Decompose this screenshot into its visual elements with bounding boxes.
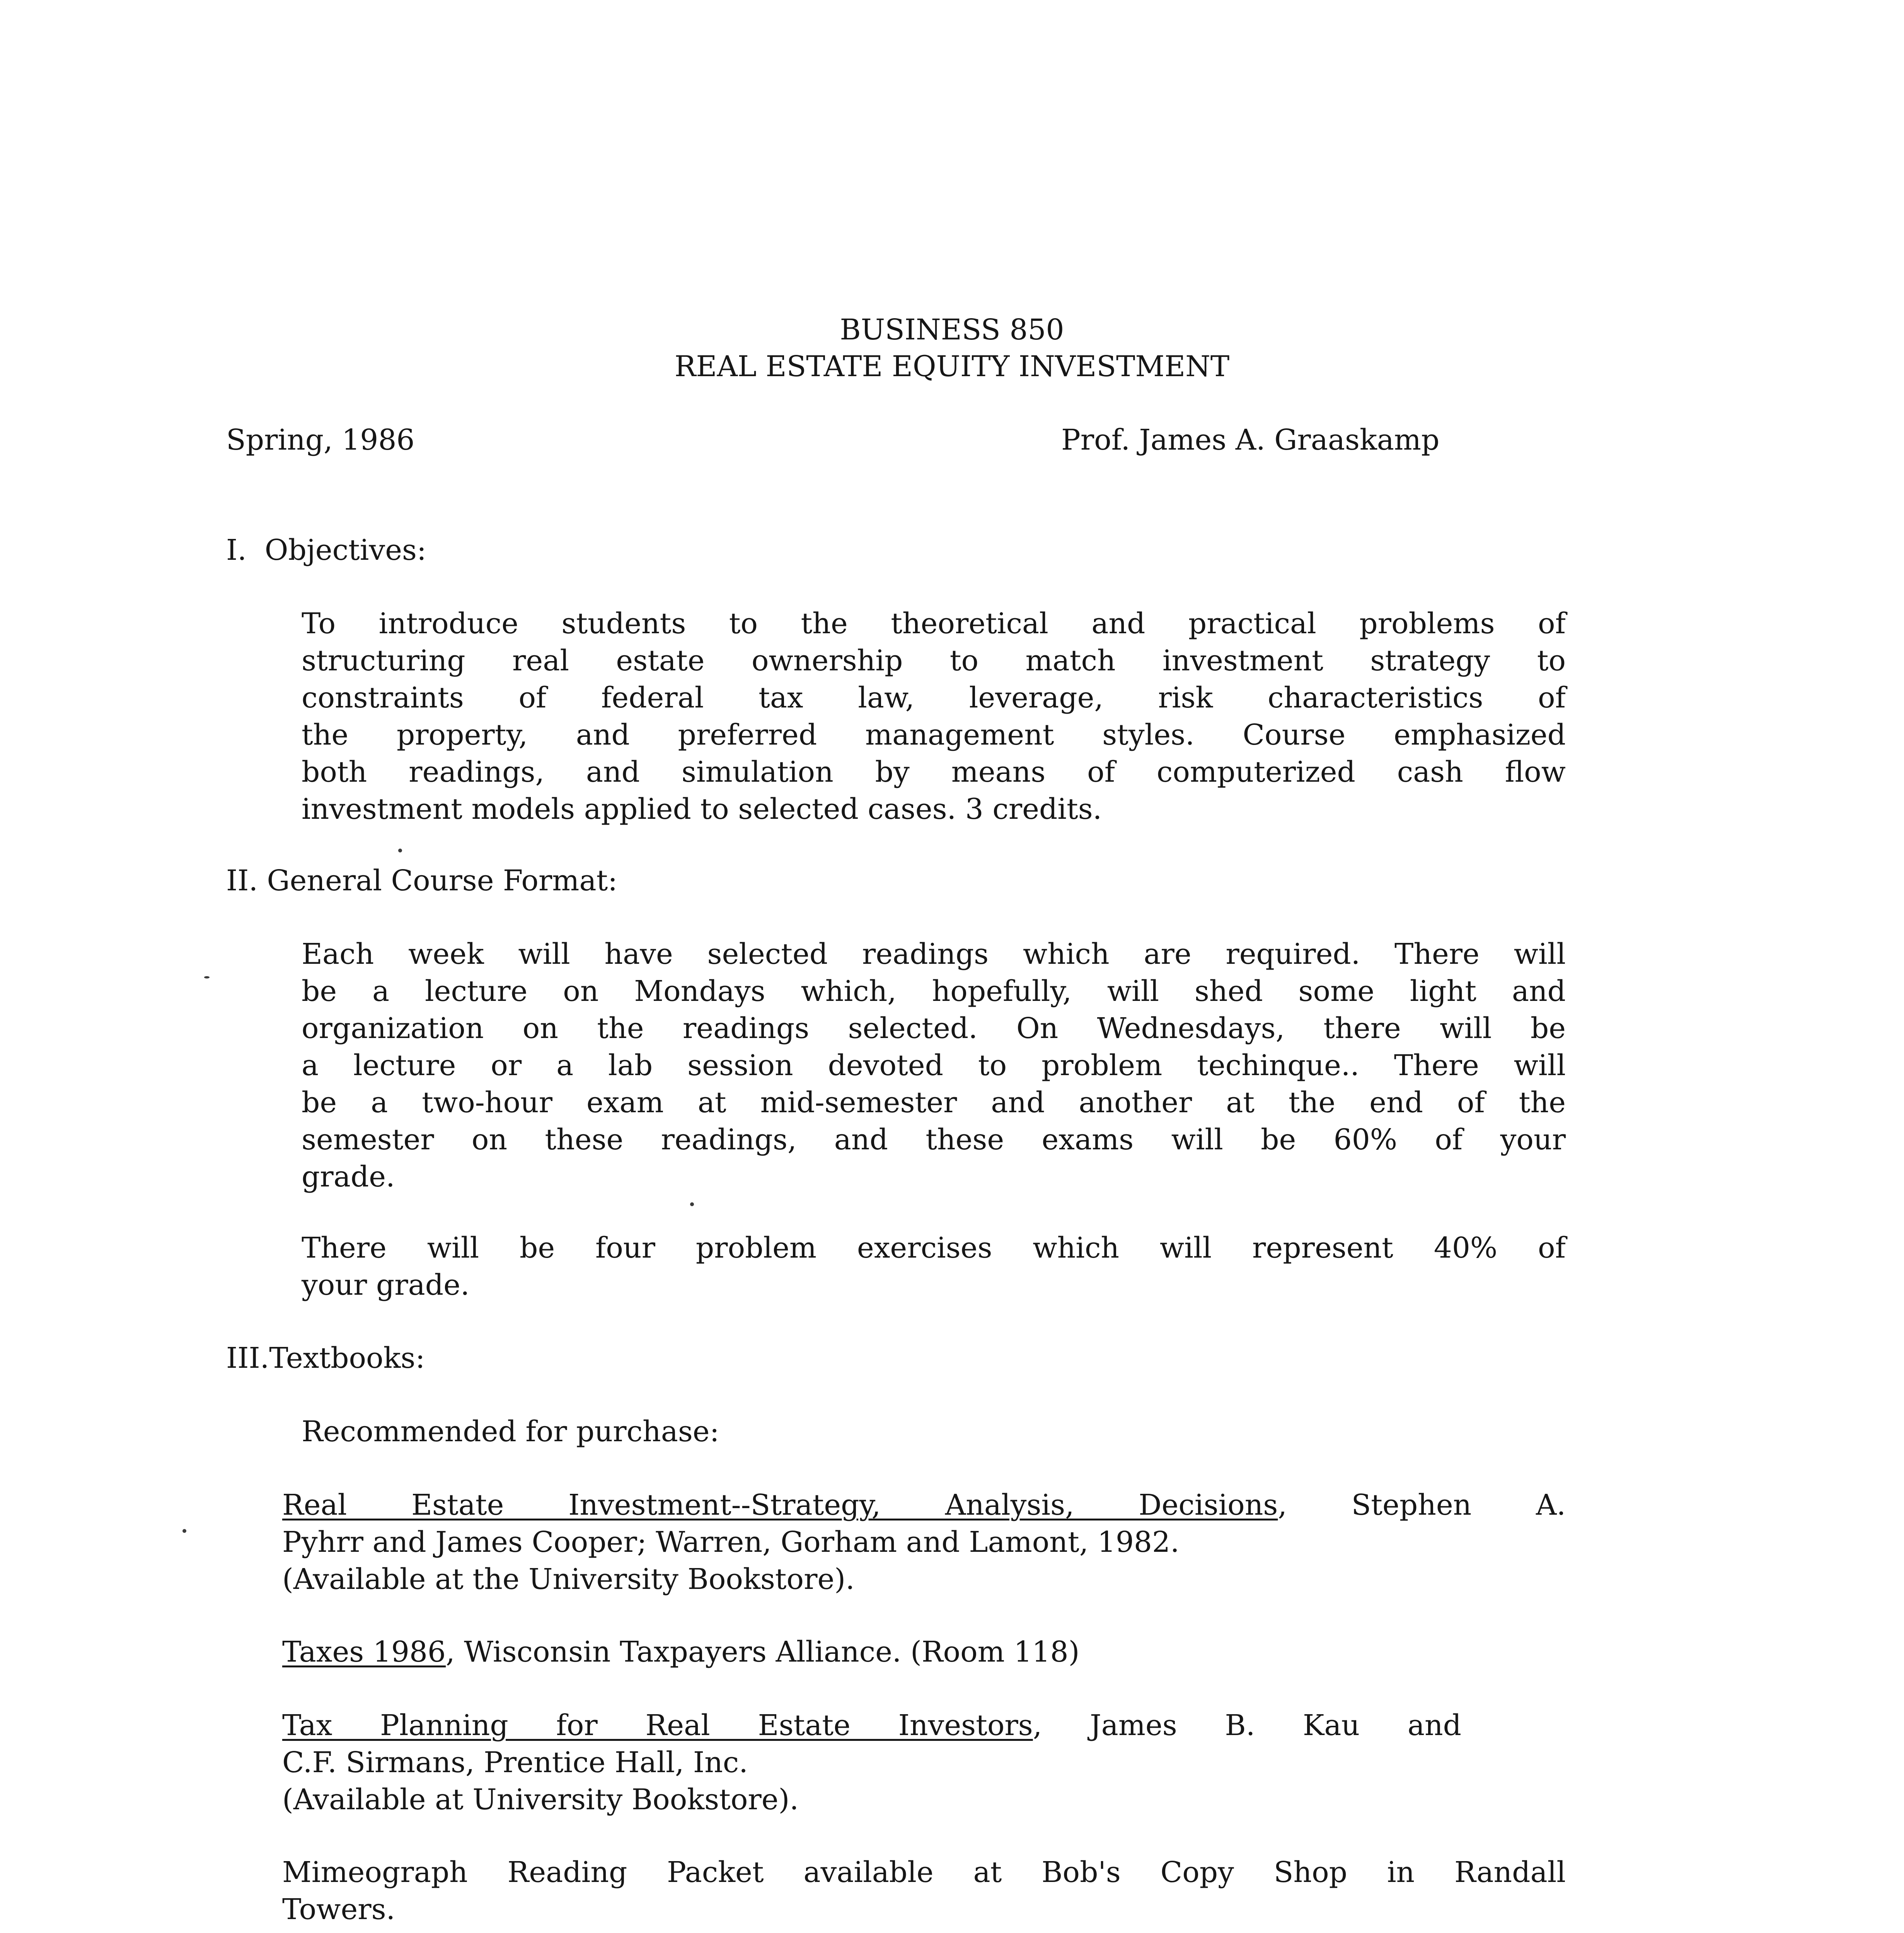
paragraph-line: both readings, and simulation by means of computerized cash flow bbox=[302, 755, 1566, 789]
paragraph-line: the property, and preferred management styles. Course emphasized bbox=[302, 718, 1566, 752]
book-entry-2 bbox=[282, 1633, 1079, 1670]
book-entry-1 bbox=[282, 1486, 1566, 1598]
scan-speck bbox=[204, 976, 210, 978]
book-title: Tax Planning for Real Estate Investors bbox=[282, 1709, 1033, 1742]
book-availability: (Available at the University Bookstore). bbox=[282, 1563, 855, 1596]
book-line bbox=[282, 1707, 1461, 1744]
paragraph-line: organization on the readings selected. On Wednesdays, there will be bbox=[302, 1012, 1566, 1045]
paragraph-line: Each week will have selected readings which are required. There will bbox=[302, 938, 1566, 971]
book-availability: (Available at University Bookstore). bbox=[282, 1783, 799, 1816]
term: Spring, 1986 bbox=[226, 423, 415, 457]
paragraph-line: your grade. bbox=[302, 1268, 470, 1302]
course-number: BUSINESS 850 bbox=[840, 313, 1064, 346]
paragraph-line: be a lecture on Mondays which, hopefully, will shed some light and bbox=[302, 975, 1566, 1008]
recommended-label: Recommended for purchase: bbox=[302, 1415, 719, 1448]
section-heading-textbooks: III.Textbooks: bbox=[226, 1342, 425, 1375]
paragraph-line: structuring real estate ownership to match investment strategy to bbox=[302, 644, 1566, 677]
paragraph-line: semester on these readings, and these exams will be 60% of your bbox=[302, 1123, 1566, 1156]
scan-speck bbox=[398, 849, 402, 852]
book-title: Real Estate Investment--Strategy, Analysis, Decisions bbox=[282, 1488, 1278, 1522]
objectives-paragraph bbox=[302, 605, 1566, 828]
book-authors: , Stephen A. bbox=[1278, 1488, 1566, 1522]
book-entry-3 bbox=[282, 1707, 1461, 1818]
section-heading-format: II. General Course Format: bbox=[226, 864, 618, 897]
book-publisher: , Wisconsin Taxpayers Alliance. (Room 118) bbox=[446, 1635, 1080, 1669]
book-publisher: Pyhrr and James Cooper; Warren, Gorham and Lamont, 1982. bbox=[282, 1526, 1180, 1559]
paragraph-line: There will be four problem exercises which will represent 40% of bbox=[302, 1231, 1566, 1265]
paragraph-line: be a two-hour exam at mid-semester and another at the end of the bbox=[302, 1086, 1566, 1119]
format-paragraph bbox=[302, 936, 1566, 1195]
paragraph-line: a lecture or a lab session devoted to problem techinque.. There will bbox=[302, 1049, 1566, 1082]
book-line bbox=[282, 1486, 1566, 1524]
scan-speck bbox=[690, 1202, 694, 1206]
book-authors: , James B. Kau and bbox=[1033, 1709, 1461, 1742]
paragraph-line: Mimeograph Reading Packet available at Bob's Copy Shop in Randall bbox=[282, 1856, 1566, 1889]
reading-packet-note bbox=[282, 1854, 1566, 1928]
paragraph-line: investment models applied to selected cases. 3 credits. bbox=[302, 793, 1102, 826]
paragraph-line: To introduce students to the theoretical and practical problems of bbox=[302, 607, 1566, 640]
paragraph-line: grade. bbox=[302, 1160, 395, 1193]
paragraph-line: Towers. bbox=[282, 1893, 395, 1926]
paragraph-line: constraints of federal tax law, leverage, risk characteristics of bbox=[302, 681, 1566, 714]
scan-speck bbox=[182, 1529, 186, 1533]
book-publisher: C.F. Sirmans, Prentice Hall, Inc. bbox=[282, 1746, 748, 1779]
exercises-paragraph bbox=[302, 1229, 1566, 1304]
book-title: Taxes 1986 bbox=[282, 1635, 446, 1669]
course-title: REAL ESTATE EQUITY INVESTMENT bbox=[674, 350, 1230, 383]
instructor: Prof. James A. Graaskamp bbox=[1061, 423, 1440, 457]
section-heading-objectives: I. Objectives: bbox=[226, 534, 426, 567]
